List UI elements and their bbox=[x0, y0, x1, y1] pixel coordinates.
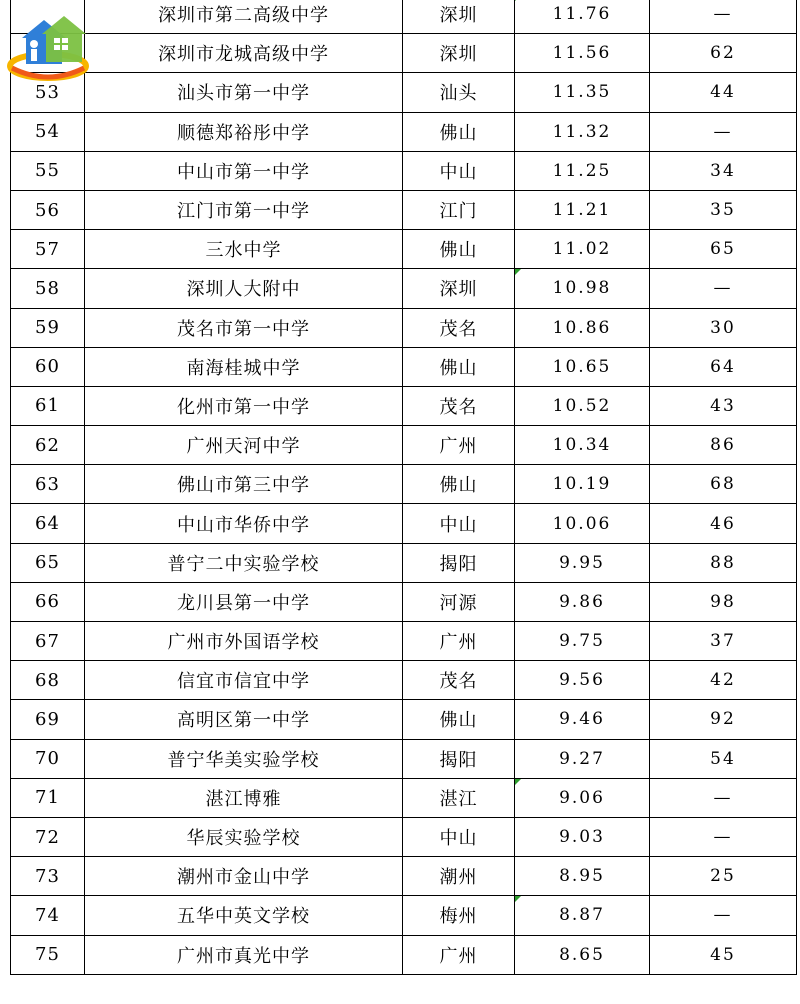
rank-text: 62 bbox=[35, 434, 60, 456]
table-row bbox=[11, 386, 797, 425]
table-row bbox=[11, 700, 797, 739]
score-text: 9.95 bbox=[559, 552, 605, 573]
comment-marker-icon bbox=[515, 896, 521, 902]
rank-cell bbox=[11, 465, 85, 504]
prev-rank-text: 68 bbox=[710, 474, 736, 495]
city-cell bbox=[403, 151, 515, 190]
prev-rank-text: 44 bbox=[710, 82, 736, 103]
table-row bbox=[11, 73, 797, 112]
school-name-text: 潮州市金山中学 bbox=[177, 867, 310, 889]
school-name-cell bbox=[85, 504, 403, 543]
city-text: 中山 bbox=[439, 514, 478, 536]
school-name-text: 深圳市第二高级中学 bbox=[158, 5, 329, 27]
score-text: 9.56 bbox=[559, 670, 605, 691]
school-name-text: 广州天河中学 bbox=[186, 436, 301, 458]
table-row bbox=[11, 622, 797, 661]
table-row bbox=[11, 739, 797, 778]
school-name-text: 三水中学 bbox=[205, 240, 282, 262]
school-name-text: 中山市第一中学 bbox=[177, 161, 310, 183]
score-text: 9.46 bbox=[559, 709, 605, 730]
school-name-text: 深圳人大附中 bbox=[186, 279, 301, 301]
prev-rank-text: 42 bbox=[710, 670, 736, 691]
score-cell bbox=[515, 857, 650, 896]
rank-text: 75 bbox=[35, 944, 60, 966]
prev-rank-cell bbox=[650, 230, 797, 269]
rank-text: 71 bbox=[35, 787, 60, 809]
school-name-cell bbox=[85, 465, 403, 504]
school-name-text: 龙川县第一中学 bbox=[177, 592, 310, 614]
score-cell bbox=[515, 269, 650, 308]
table-row bbox=[11, 817, 797, 856]
school-name-text: 五华中英文学校 bbox=[177, 906, 310, 928]
rank-cell bbox=[11, 817, 85, 856]
city-cell bbox=[403, 386, 515, 425]
city-text: 广州 bbox=[439, 945, 478, 967]
score-cell bbox=[515, 896, 650, 935]
score-cell bbox=[515, 582, 650, 621]
prev-rank-cell bbox=[650, 347, 797, 386]
school-name-cell bbox=[85, 426, 403, 465]
score-text: 11.25 bbox=[552, 160, 612, 181]
rank-cell bbox=[11, 622, 85, 661]
school-name-text: 汕头市第一中学 bbox=[177, 83, 310, 105]
city-text: 茂名 bbox=[439, 396, 478, 418]
rank-cell bbox=[11, 700, 85, 739]
school-name-cell bbox=[85, 778, 403, 817]
city-cell bbox=[403, 622, 515, 661]
school-name-text: 信宜市信宜中学 bbox=[177, 671, 310, 693]
school-name-text: 中山市华侨中学 bbox=[177, 514, 310, 536]
city-text: 汕头 bbox=[439, 83, 478, 105]
score-text: 11.56 bbox=[552, 43, 612, 64]
comment-marker-icon bbox=[515, 779, 521, 785]
city-cell bbox=[403, 308, 515, 347]
school-name-text: 普宁二中实验学校 bbox=[167, 553, 320, 575]
table-row bbox=[11, 857, 797, 896]
city-cell bbox=[403, 73, 515, 112]
city-text: 广州 bbox=[439, 436, 478, 458]
school-name-text: 广州市真光中学 bbox=[177, 945, 310, 967]
rank-cell bbox=[11, 935, 85, 974]
city-cell bbox=[403, 582, 515, 621]
rank-text: 70 bbox=[35, 748, 60, 770]
city-cell bbox=[403, 935, 515, 974]
prev-rank-text: 35 bbox=[710, 200, 736, 221]
prev-rank-text: 30 bbox=[710, 317, 736, 338]
city-text: 佛山 bbox=[439, 240, 478, 262]
rank-text: 54 bbox=[35, 121, 60, 143]
prev-rank-cell bbox=[650, 857, 797, 896]
score-cell bbox=[515, 347, 650, 386]
prev-rank-cell bbox=[650, 386, 797, 425]
prev-rank-cell bbox=[650, 0, 797, 34]
score-text: 9.75 bbox=[559, 631, 605, 652]
table-row bbox=[11, 190, 797, 229]
city-text: 深圳 bbox=[439, 279, 478, 301]
score-cell bbox=[515, 190, 650, 229]
school-name-cell bbox=[85, 0, 403, 34]
prev-rank-cell bbox=[650, 426, 797, 465]
score-cell bbox=[515, 935, 650, 974]
prev-rank-cell bbox=[650, 622, 797, 661]
table-row bbox=[11, 151, 797, 190]
score-text: 11.21 bbox=[552, 200, 612, 221]
city-text: 揭阳 bbox=[439, 553, 478, 575]
city-text: 茂名 bbox=[439, 318, 478, 340]
school-name-cell bbox=[85, 582, 403, 621]
table-row bbox=[11, 582, 797, 621]
prev-rank-cell bbox=[650, 896, 797, 935]
rank-cell bbox=[11, 386, 85, 425]
score-text: 9.86 bbox=[559, 591, 605, 612]
school-name-cell bbox=[85, 151, 403, 190]
score-cell bbox=[515, 0, 650, 34]
score-cell bbox=[515, 34, 650, 73]
score-cell bbox=[515, 778, 650, 817]
score-text: 11.02 bbox=[552, 239, 612, 260]
school-name-cell bbox=[85, 896, 403, 935]
score-text: 8.65 bbox=[559, 944, 605, 965]
prev-rank-cell bbox=[650, 465, 797, 504]
school-name-cell bbox=[85, 739, 403, 778]
prev-rank-cell bbox=[650, 739, 797, 778]
rank-text: 68 bbox=[35, 669, 60, 691]
rank-text: 64 bbox=[35, 513, 60, 535]
rank-cell bbox=[11, 347, 85, 386]
table-row bbox=[11, 308, 797, 347]
school-name-text: 佛山市第三中学 bbox=[177, 475, 310, 497]
city-cell bbox=[403, 896, 515, 935]
score-text: 10.86 bbox=[552, 317, 612, 338]
prev-rank-text: — bbox=[713, 278, 733, 299]
prev-rank-cell bbox=[650, 34, 797, 73]
school-name-text: 高明区第一中学 bbox=[177, 710, 310, 732]
score-cell bbox=[515, 543, 650, 582]
score-text: 9.03 bbox=[559, 827, 605, 848]
school-ranking-table bbox=[10, 0, 797, 975]
table-row bbox=[11, 0, 797, 34]
score-text: 11.35 bbox=[552, 82, 612, 103]
school-name-cell bbox=[85, 347, 403, 386]
score-cell bbox=[515, 112, 650, 151]
table-row bbox=[11, 112, 797, 151]
prev-rank-cell bbox=[650, 112, 797, 151]
prev-rank-text: — bbox=[713, 827, 733, 848]
school-name-text: 普宁华美实验学校 bbox=[167, 749, 320, 771]
score-cell bbox=[515, 308, 650, 347]
rank-text: 60 bbox=[35, 356, 60, 378]
rank-cell bbox=[11, 269, 85, 308]
prev-rank-text: 98 bbox=[710, 591, 736, 612]
prev-rank-text: 64 bbox=[710, 356, 736, 377]
rank-cell bbox=[11, 739, 85, 778]
prev-rank-cell bbox=[650, 543, 797, 582]
city-cell bbox=[403, 778, 515, 817]
rank-text: 55 bbox=[35, 160, 60, 182]
city-cell bbox=[403, 465, 515, 504]
prev-rank-cell bbox=[650, 661, 797, 700]
rank-text: 56 bbox=[35, 199, 60, 221]
city-text: 佛山 bbox=[439, 122, 478, 144]
table-row bbox=[11, 347, 797, 386]
school-name-cell bbox=[85, 230, 403, 269]
prev-rank-text: — bbox=[713, 787, 733, 808]
table-row bbox=[11, 661, 797, 700]
city-cell bbox=[403, 700, 515, 739]
city-text: 湛江 bbox=[439, 788, 478, 810]
rank-text: 73 bbox=[35, 865, 60, 887]
score-text: 10.65 bbox=[552, 356, 612, 377]
rank-cell bbox=[11, 582, 85, 621]
rank-text: 66 bbox=[35, 591, 60, 613]
prev-rank-text: 45 bbox=[710, 944, 736, 965]
city-text: 河源 bbox=[439, 592, 478, 614]
prev-rank-text: 62 bbox=[710, 43, 736, 64]
prev-rank-cell bbox=[650, 817, 797, 856]
rank-text: 58 bbox=[35, 277, 60, 299]
school-name-cell bbox=[85, 622, 403, 661]
prev-rank-text: 86 bbox=[710, 435, 736, 456]
score-text: 9.06 bbox=[559, 787, 605, 808]
prev-rank-cell bbox=[650, 151, 797, 190]
prev-rank-cell bbox=[650, 269, 797, 308]
table-body bbox=[11, 0, 797, 974]
school-name-text: 南海桂城中学 bbox=[186, 357, 301, 379]
score-text: 10.52 bbox=[552, 395, 612, 416]
prev-rank-text: 25 bbox=[710, 866, 736, 887]
school-name-cell bbox=[85, 817, 403, 856]
prev-rank-text: — bbox=[713, 905, 733, 926]
prev-rank-text: 43 bbox=[710, 395, 736, 416]
rank-cell bbox=[11, 543, 85, 582]
table-row bbox=[11, 935, 797, 974]
city-text: 揭阳 bbox=[439, 749, 478, 771]
school-name-cell bbox=[85, 269, 403, 308]
school-name-text: 茂名市第一中学 bbox=[177, 318, 310, 340]
city-cell bbox=[403, 269, 515, 308]
prev-rank-cell bbox=[650, 190, 797, 229]
city-cell bbox=[403, 857, 515, 896]
rank-text: 65 bbox=[35, 552, 60, 574]
score-cell bbox=[515, 73, 650, 112]
school-name-text: 顺德郑裕彤中学 bbox=[177, 122, 310, 144]
rank-text: 74 bbox=[35, 904, 60, 926]
city-text: 广州 bbox=[439, 632, 478, 654]
rank-cell bbox=[11, 504, 85, 543]
score-cell bbox=[515, 230, 650, 269]
rank-cell bbox=[11, 778, 85, 817]
city-text: 江门 bbox=[439, 201, 478, 223]
rank-cell bbox=[11, 896, 85, 935]
score-cell bbox=[515, 386, 650, 425]
school-name-cell bbox=[85, 857, 403, 896]
prev-rank-cell bbox=[650, 935, 797, 974]
score-cell bbox=[515, 465, 650, 504]
score-text: 10.98 bbox=[552, 278, 612, 299]
table-row bbox=[11, 426, 797, 465]
city-text: 中山 bbox=[439, 161, 478, 183]
score-text: 9.27 bbox=[559, 748, 605, 769]
score-text: 10.06 bbox=[552, 513, 612, 534]
comment-marker-icon bbox=[515, 269, 521, 275]
score-text: 10.34 bbox=[552, 435, 612, 456]
rank-text: 53 bbox=[35, 81, 60, 103]
score-text: 11.32 bbox=[552, 121, 612, 142]
school-name-text: 江门市第一中学 bbox=[177, 201, 310, 223]
score-cell bbox=[515, 817, 650, 856]
school-name-cell bbox=[85, 543, 403, 582]
city-cell bbox=[403, 347, 515, 386]
rank-text: 61 bbox=[35, 395, 60, 417]
rank-cell bbox=[11, 661, 85, 700]
school-name-cell bbox=[85, 190, 403, 229]
score-text: 8.87 bbox=[559, 905, 605, 926]
school-name-text: 湛江博雅 bbox=[205, 788, 282, 810]
prev-rank-text: 54 bbox=[710, 748, 736, 769]
table-row bbox=[11, 465, 797, 504]
city-cell bbox=[403, 661, 515, 700]
score-text: 11.76 bbox=[552, 4, 612, 25]
city-text: 中山 bbox=[439, 828, 478, 850]
city-text: 深圳 bbox=[439, 5, 478, 27]
city-cell bbox=[403, 0, 515, 34]
rank-text: 63 bbox=[35, 473, 60, 495]
prev-rank-text: 46 bbox=[710, 513, 736, 534]
prev-rank-text: — bbox=[713, 121, 733, 142]
city-text: 梅州 bbox=[439, 906, 478, 928]
city-cell bbox=[403, 230, 515, 269]
school-name-text: 化州市第一中学 bbox=[177, 396, 310, 418]
prev-rank-cell bbox=[650, 308, 797, 347]
rank-text: 67 bbox=[35, 630, 60, 652]
rank-text: 59 bbox=[35, 317, 60, 339]
prev-rank-text: 34 bbox=[710, 160, 736, 181]
prev-rank-text: 88 bbox=[710, 552, 736, 573]
school-name-cell bbox=[85, 34, 403, 73]
score-cell bbox=[515, 426, 650, 465]
table-row bbox=[11, 896, 797, 935]
score-cell bbox=[515, 151, 650, 190]
city-text: 潮州 bbox=[439, 867, 478, 889]
score-cell bbox=[515, 700, 650, 739]
score-cell bbox=[515, 661, 650, 700]
score-cell bbox=[515, 504, 650, 543]
prev-rank-text: 92 bbox=[710, 709, 736, 730]
city-cell bbox=[403, 739, 515, 778]
school-name-cell bbox=[85, 661, 403, 700]
school-name-cell bbox=[85, 386, 403, 425]
city-cell bbox=[403, 190, 515, 229]
rank-cell bbox=[11, 230, 85, 269]
city-text: 深圳 bbox=[439, 44, 478, 66]
city-text: 佛山 bbox=[439, 710, 478, 732]
city-cell bbox=[403, 426, 515, 465]
rank-text: 57 bbox=[35, 238, 60, 260]
table-row bbox=[11, 34, 797, 73]
rank-cell bbox=[11, 308, 85, 347]
city-cell bbox=[403, 34, 515, 73]
rank-cell bbox=[11, 190, 85, 229]
city-text: 茂名 bbox=[439, 671, 478, 693]
table-row bbox=[11, 504, 797, 543]
school-name-cell bbox=[85, 700, 403, 739]
prev-rank-cell bbox=[650, 778, 797, 817]
score-text: 8.95 bbox=[559, 866, 605, 887]
city-cell bbox=[403, 543, 515, 582]
city-cell bbox=[403, 112, 515, 151]
school-name-cell bbox=[85, 308, 403, 347]
prev-rank-text: 37 bbox=[710, 631, 736, 652]
table-row bbox=[11, 778, 797, 817]
city-cell bbox=[403, 504, 515, 543]
school-name-cell bbox=[85, 112, 403, 151]
prev-rank-cell bbox=[650, 504, 797, 543]
prev-rank-cell bbox=[650, 582, 797, 621]
prev-rank-text: — bbox=[713, 4, 733, 25]
prev-rank-text: 65 bbox=[710, 239, 736, 260]
house-logo-icon bbox=[6, 8, 90, 84]
score-text: 10.19 bbox=[552, 474, 612, 495]
table-row bbox=[11, 543, 797, 582]
prev-rank-cell bbox=[650, 73, 797, 112]
school-name-text: 深圳市龙城高级中学 bbox=[158, 44, 329, 66]
table-row bbox=[11, 230, 797, 269]
school-name-cell bbox=[85, 73, 403, 112]
table-row bbox=[11, 269, 797, 308]
rank-cell bbox=[11, 426, 85, 465]
score-cell bbox=[515, 739, 650, 778]
prev-rank-cell bbox=[650, 700, 797, 739]
rank-cell bbox=[11, 151, 85, 190]
school-name-text: 华辰实验学校 bbox=[186, 828, 301, 850]
school-name-cell bbox=[85, 935, 403, 974]
city-text: 佛山 bbox=[439, 475, 478, 497]
rank-cell bbox=[11, 112, 85, 151]
city-text: 佛山 bbox=[439, 357, 478, 379]
score-cell bbox=[515, 622, 650, 661]
rank-cell bbox=[11, 857, 85, 896]
city-cell bbox=[403, 817, 515, 856]
rank-text: 69 bbox=[35, 708, 60, 730]
rank-text: 72 bbox=[35, 826, 60, 848]
comment-marker-icon bbox=[515, 0, 521, 1]
school-name-text: 广州市外国语学校 bbox=[167, 632, 320, 654]
